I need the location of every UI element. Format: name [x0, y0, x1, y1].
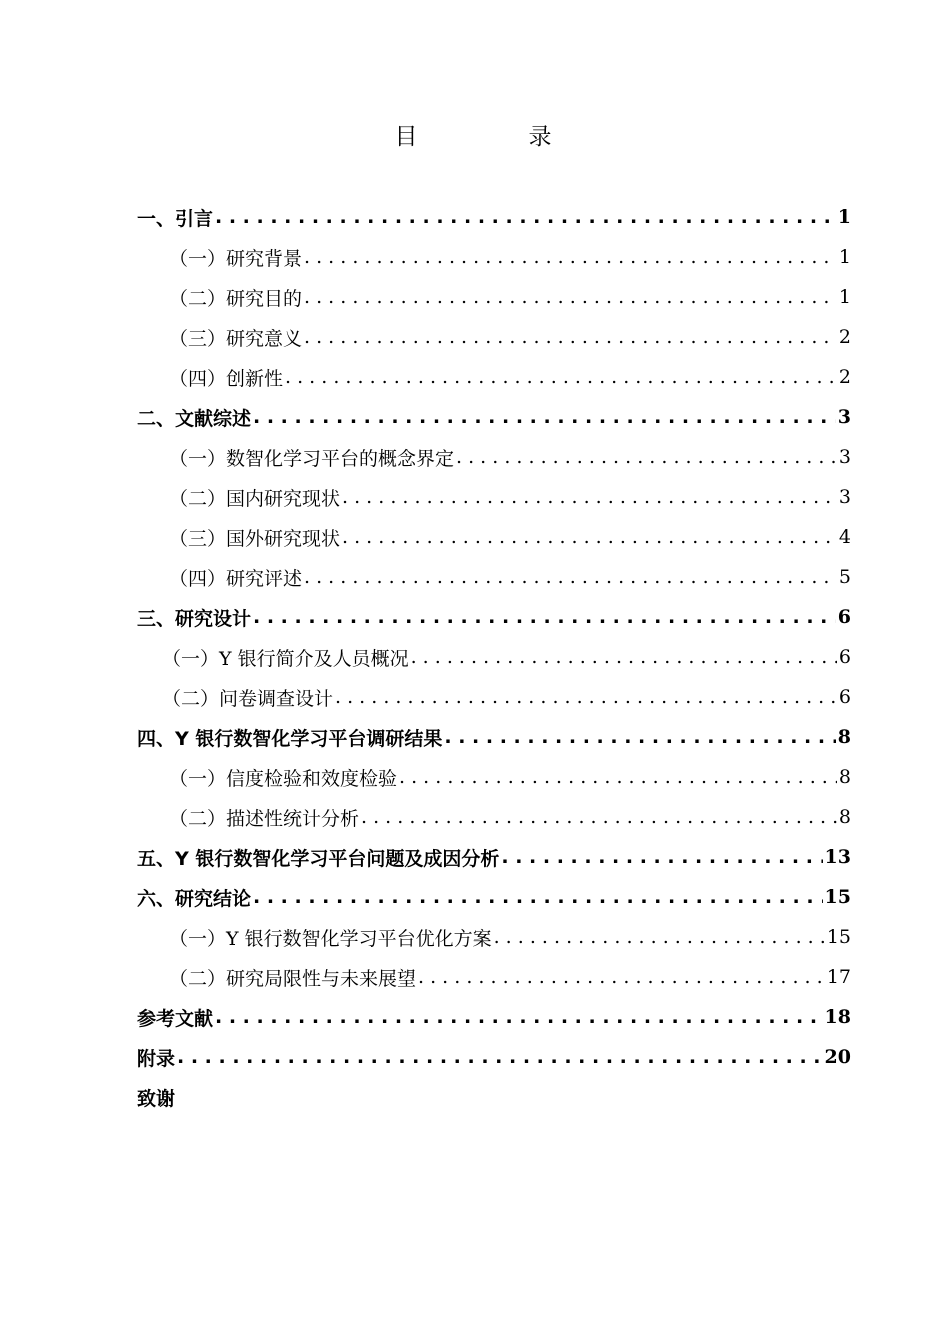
toc-page-number: 4 [838, 526, 851, 548]
dot-leader [501, 846, 822, 868]
toc-page-number: 1 [837, 206, 851, 228]
toc-entry[interactable] [137, 397, 851, 437]
dot-leader [253, 606, 836, 628]
toc-entry[interactable] [137, 357, 851, 397]
toc-entry[interactable] [137, 277, 851, 317]
toc-entry[interactable] [137, 837, 851, 877]
dot-leader [411, 646, 837, 668]
toc-entry[interactable] [137, 997, 851, 1037]
dot-leader [177, 1046, 823, 1068]
toc-entry[interactable] [137, 517, 851, 557]
toc-entry-text: （二）研究目的 [169, 287, 303, 310]
toc-entry[interactable] [137, 1037, 851, 1077]
dot-leader [361, 806, 837, 828]
toc-page-number: 2 [838, 326, 851, 348]
toc-page-number: 15 [826, 926, 851, 948]
dot-leader [215, 206, 836, 228]
toc-entry[interactable] [137, 1077, 851, 1117]
toc-entry-text: （二）问卷调查设计 [162, 687, 334, 710]
toc-page-number: 3 [838, 446, 851, 468]
toc-page-number: 2 [838, 366, 851, 388]
dot-leader [215, 1006, 823, 1028]
toc-entry[interactable] [137, 197, 851, 237]
toc-page-number: 1 [838, 286, 851, 308]
dot-leader [444, 726, 835, 748]
dot-leader [418, 966, 825, 988]
toc-page-number: 13 [824, 846, 851, 868]
toc-entry-text: （四）研究评述 [169, 567, 303, 590]
dot-leader [304, 566, 837, 588]
toc-page-number: 20 [824, 1046, 851, 1068]
toc-page-number: 6 [837, 606, 851, 628]
toc-entry-text: 二、文献综述 [137, 407, 252, 430]
toc-entry[interactable] [137, 717, 851, 757]
toc-entry-text: （三）研究意义 [169, 327, 303, 350]
toc-entry[interactable] [137, 957, 851, 997]
dot-leader [456, 446, 837, 468]
toc-entry-text: （二）研究局限性与未来展望 [169, 967, 417, 990]
toc-entry[interactable] [137, 437, 851, 477]
toc-entry[interactable] [137, 317, 851, 357]
toc-entry[interactable] [137, 637, 851, 677]
toc-page-number: 3 [838, 486, 851, 508]
toc-entry-text: （三）国外研究现状 [169, 527, 341, 550]
toc-entry[interactable] [137, 917, 851, 957]
dot-leader [342, 526, 837, 548]
toc-page-number: 15 [824, 886, 851, 908]
toc-entry-text: （一）信度检验和效度检验 [169, 767, 398, 790]
page-title: 目 录 [394, 124, 596, 150]
toc-page-number: 5 [838, 566, 851, 588]
dot-leader [304, 326, 837, 348]
toc-entry-text: 五、Y 银行数智化学习平台问题及成因分析 [137, 847, 500, 870]
toc-entry[interactable] [137, 477, 851, 517]
dot-leader [253, 886, 823, 908]
toc-entry-text: 致谢 [137, 1087, 176, 1110]
toc-entry[interactable] [137, 677, 851, 717]
toc-page-number: 8 [838, 766, 851, 788]
toc-entry-text: （一）Y 银行简介及人员概况 [162, 647, 409, 670]
toc-page-number: 8 [837, 726, 851, 748]
toc-entry-text: 一、引言 [137, 207, 214, 230]
toc-entry[interactable] [137, 797, 851, 837]
toc-entry-text: 附录 [137, 1047, 176, 1070]
dot-leader [399, 766, 837, 788]
dot-leader [335, 686, 837, 708]
toc-entry-text: （四）创新性 [169, 367, 284, 390]
dot-leader [342, 486, 837, 508]
toc-page-number: 6 [838, 686, 851, 708]
toc-page-number: 8 [838, 806, 851, 828]
dot-leader [304, 246, 837, 268]
toc-entry[interactable] [137, 877, 851, 917]
toc-entry-text: 三、研究设计 [137, 607, 252, 630]
toc-entry-text: （一）数智化学习平台的概念界定 [169, 447, 455, 470]
toc-page-number: 6 [838, 646, 851, 668]
toc-entry-text: 六、研究结论 [137, 887, 252, 910]
dot-leader [304, 286, 837, 308]
toc-entry[interactable] [137, 597, 851, 637]
toc-entry-text: 参考文献 [137, 1007, 214, 1030]
toc-entry-text: （一）Y 银行数智化学习平台优化方案 [169, 927, 492, 950]
toc-page-number: 18 [824, 1006, 851, 1028]
toc-entry-text: （二）描述性统计分析 [169, 807, 360, 830]
table-of-contents [137, 197, 851, 1117]
toc-entry[interactable] [137, 757, 851, 797]
dot-leader [253, 406, 836, 428]
dot-leader [285, 366, 837, 388]
toc-entry-text: 四、Y 银行数智化学习平台调研结果 [137, 727, 443, 750]
toc-page-number: 3 [837, 406, 851, 428]
toc-entry[interactable] [137, 557, 851, 597]
toc-entry-text: （二）国内研究现状 [169, 487, 341, 510]
toc-page-number: 17 [826, 966, 851, 988]
toc-entry[interactable] [137, 237, 851, 277]
dot-leader [494, 926, 825, 948]
toc-page-number: 1 [838, 246, 851, 268]
toc-entry-text: （一）研究背景 [169, 247, 303, 270]
